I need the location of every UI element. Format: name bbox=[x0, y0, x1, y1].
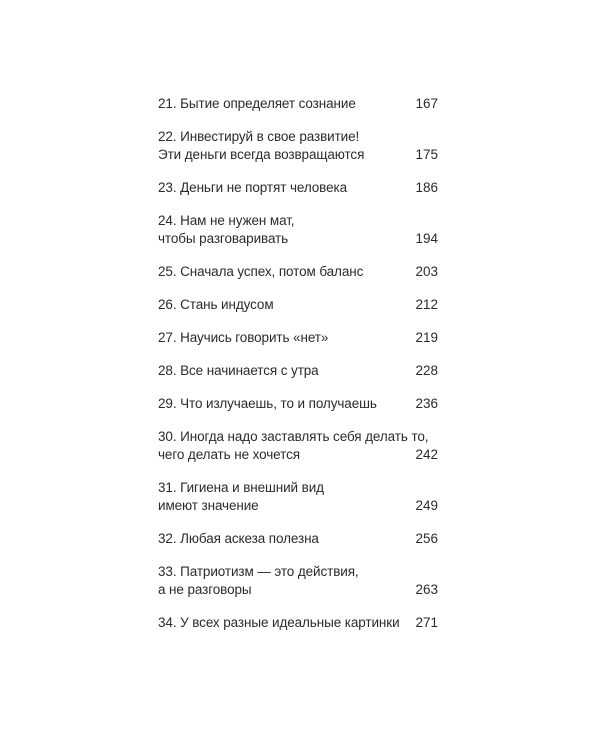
toc-page-number: 242 bbox=[415, 447, 438, 462]
toc-entry-title: 28. Все начинается с утра bbox=[158, 363, 319, 378]
toc-entry-27 bbox=[158, 329, 438, 347]
toc-entry-title: 21. Бытие определяет сознание bbox=[158, 96, 356, 111]
toc-entry-title: 22. Инвестируй в свое развитие! bbox=[158, 129, 360, 144]
toc-entry-title: 25. Сначала успех, потом баланс bbox=[158, 264, 364, 279]
toc-entry-22 bbox=[158, 128, 438, 164]
toc-entry-25 bbox=[158, 263, 438, 281]
toc-entry-title-cont: чего делать не хочется bbox=[158, 447, 300, 462]
toc-entry-23 bbox=[158, 179, 438, 197]
toc-entry-title: 26. Стань индусом bbox=[158, 297, 274, 312]
toc-page-number: 219 bbox=[415, 330, 438, 345]
toc-entry-title-cont: чтобы разговаривать bbox=[158, 231, 289, 246]
toc-entry-33 bbox=[158, 563, 438, 599]
toc-entry-title-cont: Эти деньги всегда возвращаются bbox=[158, 147, 365, 162]
toc-entry-title: 24. Нам не нужен мат, bbox=[158, 213, 295, 228]
toc-entry-32 bbox=[158, 530, 438, 548]
toc-entry-34 bbox=[158, 614, 438, 632]
toc-page-number: 236 bbox=[415, 396, 438, 411]
toc-entry-title: 30. Иногда надо заставлять себя делать то, bbox=[158, 429, 429, 444]
toc-page-number: 249 bbox=[415, 498, 438, 513]
toc-page-number: 256 bbox=[415, 531, 438, 546]
toc-entry-title-cont: а не разговоры bbox=[158, 582, 252, 597]
table-of-contents bbox=[158, 95, 438, 647]
toc-entry-title-cont: имеют значение bbox=[158, 498, 259, 513]
toc-entry-title: 34. У всех разные идеальные картинки bbox=[158, 615, 400, 630]
toc-page-number: 271 bbox=[415, 615, 438, 630]
toc-page-number: 175 bbox=[415, 147, 438, 162]
toc-entry-21 bbox=[158, 95, 438, 113]
toc-entry-title: 32. Любая аскеза полезна bbox=[158, 531, 319, 546]
toc-entry-title: 31. Гигиена и внешний вид bbox=[158, 480, 324, 495]
toc-page-number: 194 bbox=[415, 231, 438, 246]
toc-page-number: 203 bbox=[415, 264, 438, 279]
toc-entry-24 bbox=[158, 212, 438, 248]
toc-entry-28 bbox=[158, 362, 438, 380]
toc-page-number: 212 bbox=[415, 297, 438, 312]
toc-entry-title: 27. Научись говорить «нет» bbox=[158, 330, 329, 345]
toc-page-number: 263 bbox=[415, 582, 438, 597]
toc-page-number: 167 bbox=[415, 96, 438, 111]
toc-entry-31 bbox=[158, 479, 438, 515]
toc-entry-title: 33. Патриотизм — это действия, bbox=[158, 564, 359, 579]
toc-entry-26 bbox=[158, 296, 438, 314]
toc-entry-title: 23. Деньги не портят человека bbox=[158, 180, 348, 195]
toc-entry-30 bbox=[158, 428, 438, 464]
toc-entry-title: 29. Что излучаешь, то и получаешь bbox=[158, 396, 377, 411]
toc-entry-29 bbox=[158, 395, 438, 413]
toc-page-number: 186 bbox=[415, 180, 438, 195]
toc-page-number: 228 bbox=[415, 363, 438, 378]
